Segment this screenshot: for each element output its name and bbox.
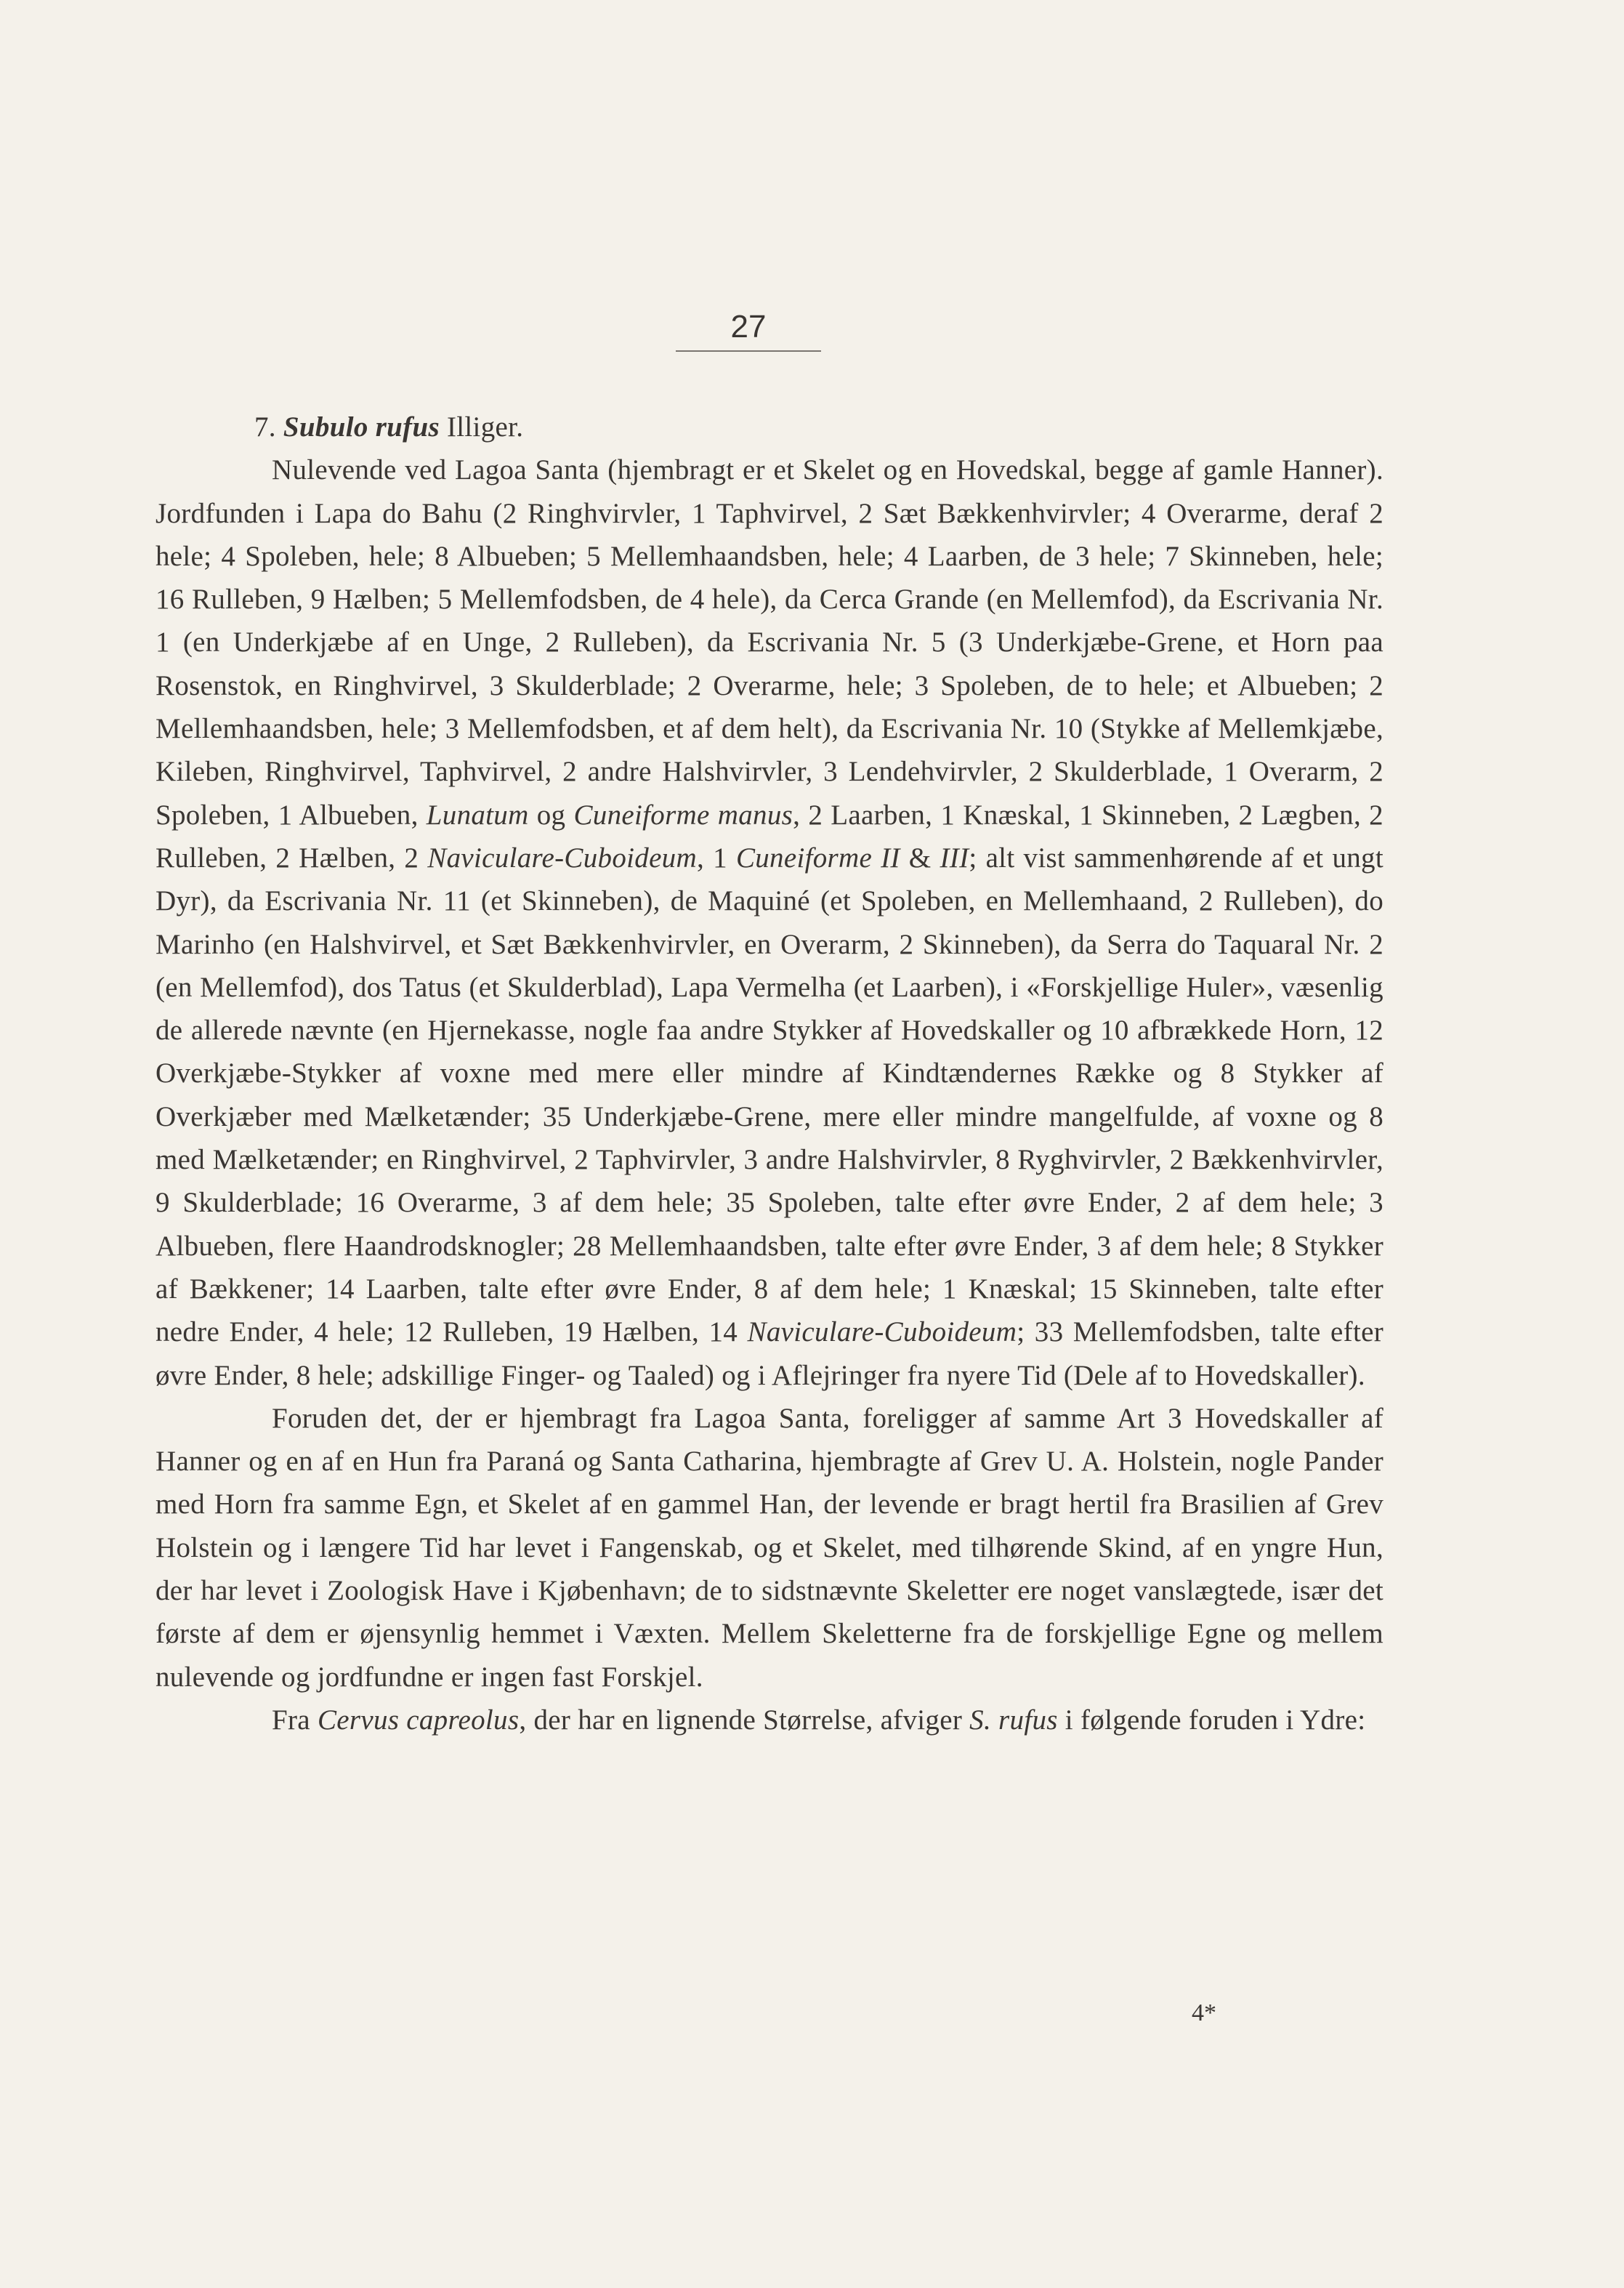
species-genus: Subulo bbox=[283, 411, 368, 443]
italic-term: Cuneiforme manus bbox=[573, 799, 793, 831]
italic-term: Naviculare-Cuboideum bbox=[747, 1316, 1017, 1348]
text-run: , 2 Laarben, 1 Knæskal, 1 Skinneben, 2 Lægben, 2 Rulleben, 2 Hælben, 2 bbox=[155, 799, 1383, 874]
text-run: ; alt vist sammenhørende af et ungt Dyr), da Escrivania Nr. 11 (et Skinneben), de Maquiné (et Spoleben, en Mellemhaand, 2 Rulleben), do Marinho (en Halshvirvel, et Sæt Bækkenhvirvler, en Overarm, 2 Skinneben), da Serra do Taquaral Nr. 2 (en Mellemfod), dos Tatus (et Skulderblad), Lapa Vermelha (et Laarben), i «Forskjellige Huler», væsenlig de allerede nævnte (en Hjernekasse, nogle faa andre Stykker af Hovedskaller og 10 afbrækkede Horn, 12 Overkjæbe-Stykker af voxne med mere eller mindre af Kindtændernes Række og 8 Stykker af Overkjæber med Mælketænder; 35 Underkjæbe-Grene, mere eller mindre mangelfulde, af voxne og 8 med Mælketænder; en Ringhvirvel, 2 Taphvirvler, 3 andre Halshvirvler, 8 Ryghvirvler, 2 Bækkenhvirvler, 9 Skulderblade; 16 Overarme, 3 af dem hele; 35 Spoleben, talte efter øvre Ender, 2 af dem hele; 3 Albueben, flere Haandrodsknogler; 28 Mellemhaandsben, talte efter øvre Ender, 3 af dem hele; 8 Stykker af Bækkener; 14 Laarben, talte efter øvre Ender, 8 af dem hele; 1 Knæskal; 15 Skinneben, talte efter nedre Ender, 4 hele; 12 Rulleben, 19 Hælben, 14 bbox=[155, 842, 1383, 1348]
text-run: ; 33 Mellemfodsben, talte efter øvre Ender, 8 hele; adskillige Finger- og Taaled) og i Aflejringer fra nyere Tid (Dele af to Hovedskaller). bbox=[155, 1316, 1383, 1391]
italic-term: Cervus capreolus bbox=[317, 1704, 520, 1736]
text-run: Foruden det, der er hjembragt fra Lagoa Santa, foreligger af samme Art 3 Hovedskaller af Hanner og en af en Hun fra Paraná og Santa Catharina, hjembragte af Grev U. A. Holstein, nogle Pander med Horn fra samme Egn, et Skelet af en gammel Han, der levende er bragt hertil fra Brasilien af Grev Holstein og i længere Tid har levet i Fangenskab, og et Skelet, med tilhørende Skind, af en yngre Hun, der har levet i Zoologisk Have i Kjøbenhavn; de to sidstnævnte Skeletter ere noget vanslægtede, især det første af dem er øjensynlig hemmet i Væxten. Mellem Skeletterne fra de forskjellige Egne og mellem nulevende og jordfundne er ingen fast Forskjel. bbox=[155, 1402, 1383, 1693]
section-number: 7. bbox=[254, 411, 276, 443]
italic-term: III bbox=[940, 842, 969, 874]
page-number-rule bbox=[676, 350, 821, 352]
text-run: , 1 bbox=[696, 842, 736, 874]
text-run: Nulevende ved Lagoa Santa (hjembragt er et Skelet og en Hovedskal, begge af gamle Hanner). Jordfunden i Lapa do Bahu (2 Ringhvirvler, 1 Taphvirvel, 2 Sæt Bækkenhvirvler; 4 Overarme, deraf 2 hele; 4 Spoleben, hele; 8 Albueben; 5 Mellemhaandsben, hele; 4 Laarben, de 3 hele; 7 Skinneben, hele; 16 Rulleben, 9 Hælben; 5 Mellemfodsben, de 4 hele), da Cerca Grande (en Mellemfod), da Escrivania Nr. 1 (en Underkjæbe af en Unge, 2 Rulleben), da Escrivania Nr. 5 (3 Underkjæbe-Grene, et Horn paa Rosenstok, en Ringhvirvel, 3 Skulderblade; 2 Overarme, hele; 3 Spoleben, de to hele; et Albueben; 2 Mellemhaandsben, hele; 3 Mellemfodsben, et af dem helt), da Escrivania Nr. 10 (Stykke af Mellemkjæbe, Kileben, Ringhvirvel, Taphvirvel, 2 andre Halshvirvler, 3 Lendehvirvler, 2 Skulderblade, 1 Overarm, 2 Spoleben, 1 Albueben, bbox=[155, 454, 1383, 831]
text-run: og bbox=[528, 799, 574, 831]
signature-mark: 4* bbox=[1192, 1999, 1216, 2026]
text-run: i følgende foruden i Ydre: bbox=[1057, 1704, 1366, 1736]
italic-term: Lunatum bbox=[426, 799, 529, 831]
text-run: & bbox=[900, 842, 940, 874]
paragraph-finds bbox=[155, 448, 1383, 1397]
italic-term: Naviculare-Cuboideum bbox=[427, 842, 697, 874]
paragraph-comparison bbox=[155, 1699, 1383, 1741]
page-number: 27 bbox=[730, 309, 767, 345]
italic-term: Cuneiforme II bbox=[735, 842, 900, 874]
species-author: Illiger. bbox=[447, 411, 524, 443]
italic-term: S. rufus bbox=[969, 1704, 1058, 1736]
paragraph-other-material bbox=[155, 1397, 1383, 1699]
species-epithet: rufus bbox=[375, 411, 440, 443]
section-heading bbox=[155, 406, 1383, 448]
body-text bbox=[155, 406, 1383, 1741]
text-run: Fra bbox=[272, 1704, 318, 1736]
text-run: , der har en lignende Størrelse, afviger bbox=[519, 1704, 970, 1736]
